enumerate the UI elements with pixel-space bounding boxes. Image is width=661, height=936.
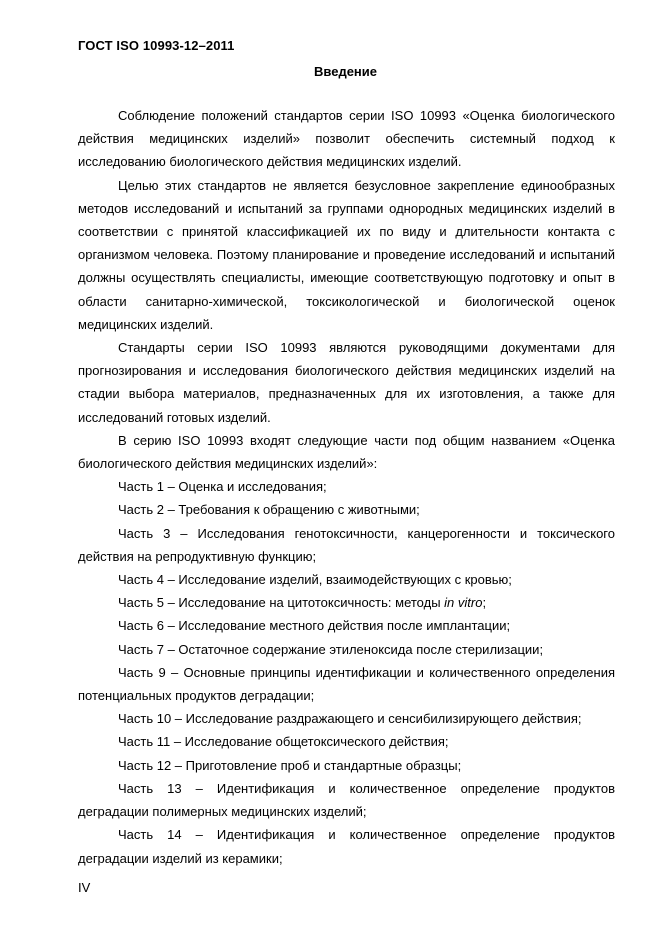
list-item: Часть 7 – Остаточное содержание этиленоксида после стерилизации; bbox=[118, 641, 544, 657]
list-item: Часть 12 – Приготовление проб и стандартные образцы; bbox=[118, 757, 462, 773]
list-item: Часть 1 – Оценка и исследования; bbox=[118, 479, 327, 495]
italic-term: in vitro bbox=[444, 595, 483, 611]
list-item-text: ; bbox=[482, 595, 487, 611]
paragraph: Стандарты серии ISO 10993 являются руководящими документами для прогнозирования и исследования биологического действия медицинских изделий на стадии выбора материалов, предназначенных для их изготовления, а также для исследований готовых изделий. bbox=[78, 340, 615, 425]
page-number: IV bbox=[78, 880, 91, 895]
list-item: Часть 10 – Исследование раздражающего и сенсибилизирующего действия; bbox=[118, 711, 582, 727]
paragraph: Соблюдение положений стандартов серии ISO 10993 «Оценка биологического действия медицинских изделий» позволит обеспечить системный подход к исследованию биологического действия медицинских изделий. bbox=[78, 108, 615, 170]
list-item: Часть 4 – Исследование изделий, взаимодействующих с кровью; bbox=[118, 572, 512, 588]
document-header: ГОСТ ISO 10993-12–2011 bbox=[78, 38, 235, 53]
list-item-text: Часть 5 – Исследование на цитотоксичность: методы bbox=[118, 595, 445, 611]
list-item: Часть 6 – Исследование местного действия после имплантации; bbox=[118, 618, 511, 634]
list-item: Часть 13 – Идентификация и количественное определение продуктов деградации полимерных медицинских изделий; bbox=[78, 780, 615, 820]
list-item: Часть 9 – Основные принципы идентификации и количественного определения потенциальных продуктов деградации; bbox=[78, 664, 615, 704]
paragraph: Целью этих стандартов не является безусловное закрепление единообразных методов исследований и испытаний за группами однородных медицинских изделий в соответствии с принятой классификацией их по виду и длительности контакта с организмом человека. Поэтому планирование и проведение исследований и испытаний должны осуществлять специалисты, имеющие соответствующую подготовку и опыт в области санитарно-химической, токсикологической и биологической оценок медицинских изделий. bbox=[78, 177, 615, 332]
list-item bbox=[78, 591, 615, 614]
list-item: Часть 3 – Исследования генотоксичности, канцерогенности и токсического действия на репродуктивную функцию; bbox=[78, 525, 615, 564]
list-item: Часть 11 – Исследование общетоксического действия; bbox=[118, 734, 449, 750]
paragraph: В серию ISO 10993 входят следующие части под общим названием «Оценка биологического действия медицинских изделий»: bbox=[78, 432, 615, 472]
document-body bbox=[78, 104, 615, 870]
list-item: Часть 2 – Требования к обращению с животными; bbox=[118, 502, 420, 518]
section-title: Введение bbox=[314, 64, 377, 79]
list-item: Часть 14 – Идентификация и количественное определение продуктов деградации изделий из керамики; bbox=[78, 827, 615, 866]
